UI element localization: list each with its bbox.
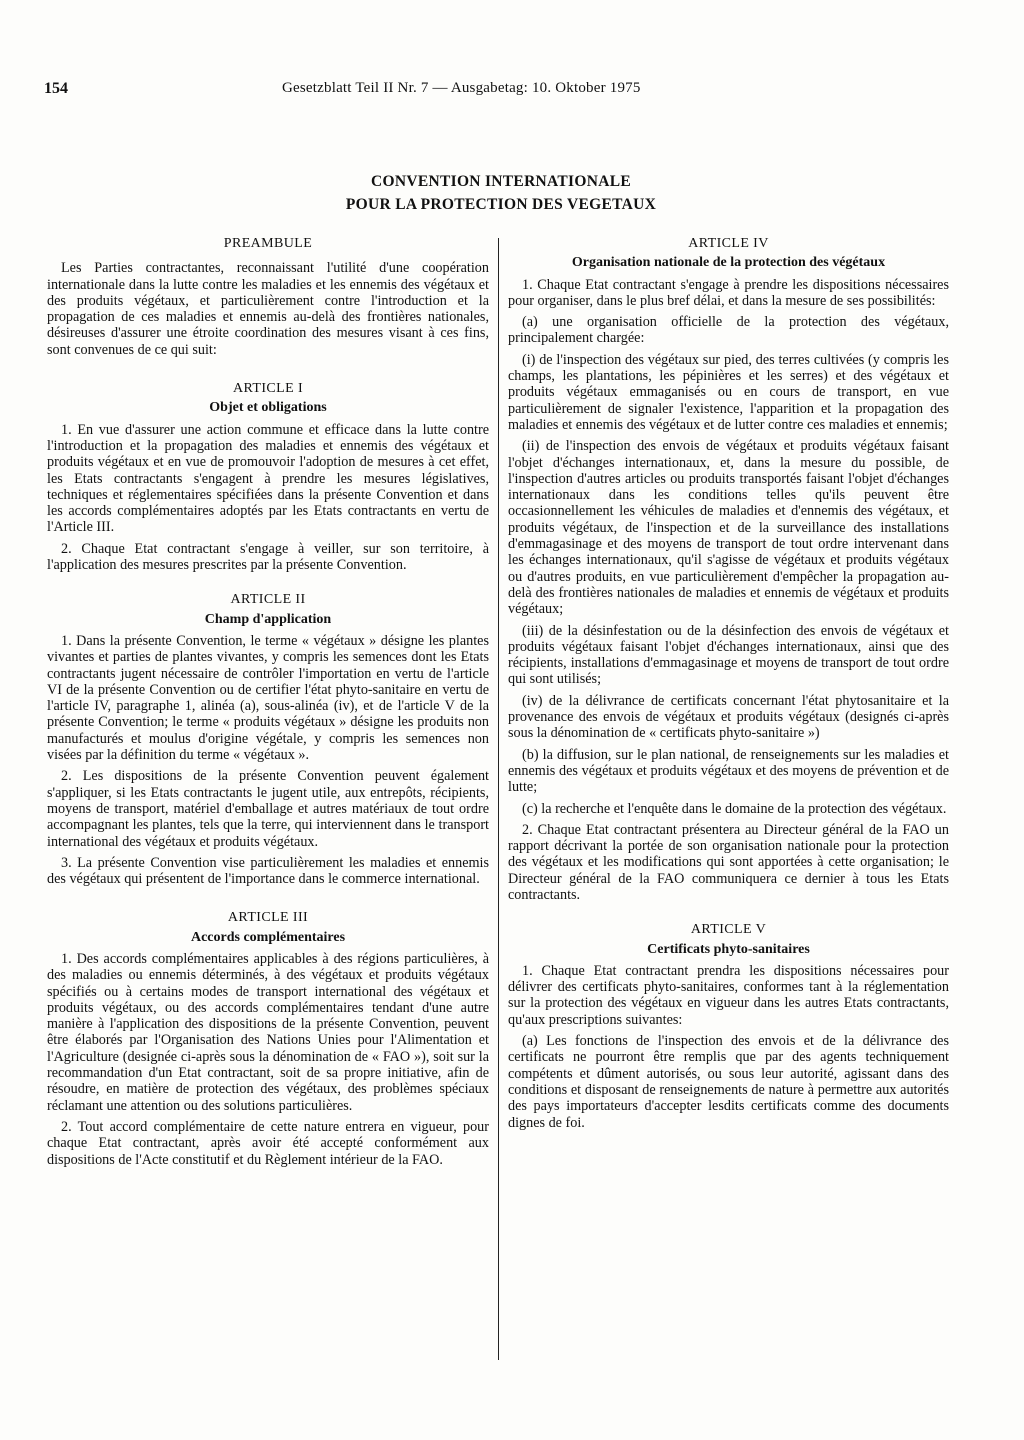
article-4-paragraph: (a) une organisation officielle de la protection des végétaux, principalement chargée: (508, 314, 949, 347)
document-title (0, 170, 1024, 216)
gazette-line: Gesetzblatt Teil II Nr. 7 — Ausgabetag: 10. Oktober 1975 (282, 80, 641, 96)
article-4-paragraph: (ii) de l'inspection des envois de végétaux et produits végétaux faisant l'objet d'échanges internationaux, et, dans la mesure du possible, de l'inspection d'autres articles ou produits transportés faisant l'objet d'échanges internationaux dans les conditions telles qu'ils peuvent être occasionnellement les véhicules de maladies et d'ennemis des végétaux, et produits végétaux, de l'inspection et de la surveillance des installations d'emmagasinage et des moyens de transport de tout ordre intervenant dans les échanges internationaux, qu'il s'agisse de végétaux et produits végétaux ou d'autres produits, en vue particulièrement d'empêcher la propagation au-delà des frontières nationales de maladies et ennemis de végétaux et produits végétaux; (508, 438, 949, 618)
column-divider (498, 238, 499, 1360)
title-line-1: CONVENTION INTERNATIONALE (371, 173, 631, 190)
article-2-paragraph: 2. Les dispositions de la présente Convention peuvent également s'appliquer, si les Etats contractants le jugent utile, aux entrepôts, récipients, moyens de transport, matériel d'emballage et autres matériaux de tout ordre accompagnant les plantes, tels que la terre, qui interviennent dans le transport international des végétaux et produits végétaux. (47, 768, 489, 850)
article-3-paragraph: 1. Des accords complémentaires applicables à des régions particulières, à des maladies ou ennemis déterminés, à des végétaux et produits végétaux spécifiés ou à certains modes de transport international des végétaux et produits végétaux, ou des accords complémentaires tendant d'une autre manière à l'application des dispositions de la présente Convention, peuvent être élaborés par l'Organisation des Nations Unies pour l'Alimentation et l'Agriculture (designée ci-après sous la dénomination de « FAO »), soit sur la recommandation d'un Etat contractant, soit de sa propre initiative, afin de résoudre, en matière de protection des végétaux, des problèmes spéciaux réclamant une attention ou des solutions particulières. (47, 950, 489, 1114)
article-4-subtitle: Organisation nationale de la protection des végétaux (571, 255, 886, 271)
article-4-paragraph: (i) de l'inspection des végétaux sur pied, des terres cultivées (y compris les champs, les plantations, les pépinières et les serres) et des végétaux et produits végétaux emmaganisés ou en cours de transport, en vue particulièrement de signaler l'existence, l'apparition et la propagation des maladies et ennemis des végétaux et de lutter contre ces maladies et ennemis; (508, 351, 949, 433)
article-2-paragraph: 1. Dans la présente Convention, le terme « végétaux » désigne les plantes vivantes et parties de plantes vivantes, y compris les semences dont les Etats contractants jugent nécessaire de contrôler l'importation en vertu de l'article VI de la présente Convention ou de certifier l'état phyto-sanitaire en vertu de l'article IV, paragraphe 1, alinéa (a), sous-alinéa (iv), et de l'article V de la présente Convention; le terme « produits végétaux » désigne les produits non manufacturés et moulus d'origine végétale, y compris les semences non visées par la définition du terme « végétaux ». (47, 632, 489, 764)
title-line-2: POUR LA PROTECTION DES VEGETAUX (345, 196, 657, 213)
article-5-heading: ARTICLE V (690, 922, 767, 938)
article-3-paragraph: 2. Tout accord complémentaire de cette nature entrera en vigueur, pour chaque Etat contractant, après avoir été accepté conformément aux dispositions de l'Acte constitutif et du Règlement intérieur de la FAO. (47, 1118, 489, 1168)
article-2-paragraph: 3. La présente Convention vise particulièrement les maladies et ennemis des végétaux qui présentent de l'importance dans le commerce international. (47, 854, 489, 888)
article-1-paragraph: 1. En vue d'assurer une action commune et efficace dans la lutte contre l'introduction et la propagation des maladies et ennemis des végétaux et produits végétaux et en vue de promouvoir l'adoption de mesures à cet effet, les Etats contractants s'engagent à prendre les mesures législatives, techniques et réglementaires spécifiées dans la présente Convention et dans les accords complémentaires adoptés par les Etats contractants en vertu de l'Article III. (47, 421, 489, 536)
article-1-subtitle: Objet et obligations (209, 400, 327, 416)
page-number: 154 (44, 80, 68, 97)
article-4-paragraph: (iv) de la délivrance de certificats concernant l'état phytosanitaire et la provenance des envois de végétaux et produits végétaux (designés ci-après sous la dénomination de « certificats phyto-sanitaire ») (508, 692, 949, 742)
article-5-paragraph: (a) Les fonctions de l'inspection des envois et de la délivrance des certificats ne pourront être remplis que par des agents techniquement compétents et dûment autorisés, ou sous leur autorité, agissant dans des conditions et disposant de renseignements de nature à permettre aux autorités des pays importateurs d'accepter lesdits certificats comme des documents dignes de foi. (508, 1033, 949, 1131)
article-4-paragraph: (c) la recherche et l'enquête dans le domaine de la protection des végétaux. (522, 800, 947, 817)
preamble-heading: PREAMBULE (223, 236, 313, 251)
article-4-paragraph: 2. Chaque Etat contractant présentera au Directeur général de la FAO un rapport décrivant la portée de son organisation nationale pour la protection des végétaux et les modifications qui sont apportées à cette organisation; le Directeur général de la FAO communiquera ce dernier à tous les Etats contractants. (508, 821, 949, 903)
article-3-heading: ARTICLE III (227, 910, 309, 926)
article-3-subtitle: Accords complémentaires (190, 929, 346, 945)
article-1-heading: ARTICLE I (232, 381, 304, 397)
article-4-heading: ARTICLE IV (688, 236, 769, 251)
preamble-text: Les Parties contractantes, reconnaissant l'utilité d'une coopération internationale dans la lutte contre les maladies et les ennemis des végétaux et des produits végétaux, et particulièrement contre l'introduction et la propagation de ces maladies et ennemis au-delà des frontières nationales, désireuses d'assurer une étroite coordination des mesures visant à ces fins, sont convenues de ce qui suit: (47, 260, 489, 358)
article-2-heading: ARTICLE II (230, 592, 306, 608)
article-4-paragraph: 1. Chaque Etat contractant s'engage à prendre les dispositions nécessaires pour organiser, dans le plus bref délai, et dans la mesure de ses possibilités: (508, 276, 949, 309)
running-header (44, 80, 990, 104)
article-4-paragraph: (b) la diffusion, sur le plan national, de renseignements sur les maladies et ennemis des végétaux et produits végétaux et des moyens de prévention et de lutte; (508, 746, 949, 796)
article-4-paragraph: (iii) de la désinfestation ou de la désinfection des envois de végétaux et produits végétaux faisant l'objet d'échanges internationaux, ainsi que des récipients, installations d'emmagasinage et moyens de transport de tout ordre qui sont utilisés; (508, 622, 949, 688)
article-2-subtitle: Champ d'application (204, 611, 332, 627)
article-5-subtitle: Certificats phyto-sanitaires (647, 941, 810, 957)
article-1-paragraph: 2. Chaque Etat contractant s'engage à veiller, sur son territoire, à l'application des mesures prescrites par la présente Convention. (47, 540, 489, 574)
left-column (47, 236, 489, 1173)
right-column (508, 236, 949, 1136)
article-5-paragraph: 1. Chaque Etat contractant prendra les dispositions nécessaires pour délivrer des certificats phyto-sanitaires, conformes tant à la réglementation sur la protection des végétaux en vigueur dans les autres Etats contractants, qu'aux prescriptions suivantes: (508, 962, 949, 1028)
